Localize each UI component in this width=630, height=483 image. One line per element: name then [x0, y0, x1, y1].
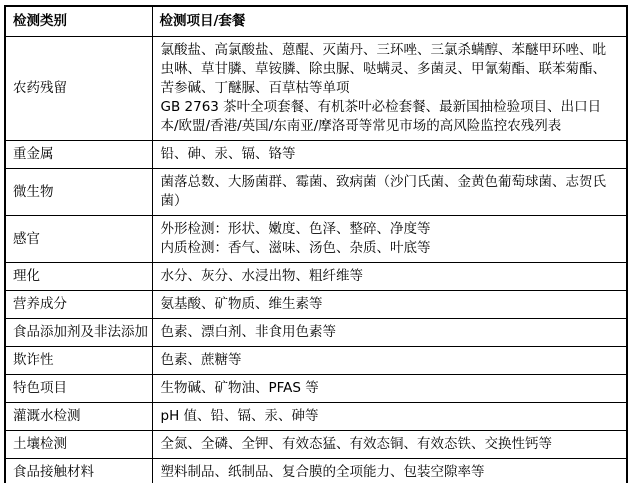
row-additives — [5, 319, 627, 347]
row-fraud — [5, 347, 627, 375]
category-cell: 灌溉水检测 — [5, 403, 152, 431]
items-paragraph: 内质检测：香气、滋味、汤色、杂质、叶底等 — [160, 240, 431, 256]
items-paragraph: 氨基酸、矿物质、维生素等 — [160, 296, 323, 312]
items-paragraph: 全氮、全磷、全钾、有效态猛、有效态铜、有效态铁、交换性钙等 — [160, 436, 552, 452]
items-cell — [152, 263, 627, 291]
row-special-items — [5, 375, 627, 403]
items-cell — [152, 141, 627, 169]
category-cell: 营养成分 — [5, 291, 152, 319]
items-cell — [152, 37, 627, 141]
items-cell — [152, 375, 627, 403]
row-food-contact-materials — [5, 459, 627, 483]
category-cell: 食品添加剂及非法添加 — [5, 319, 152, 347]
items-paragraph: GB 2763 茶叶全项套餐、有机茶叶必检套餐、最新国抽检验项目、出口日本/欧盟/香港/英国/东南亚/摩洛哥等常见市场的高风险监控农残列表 — [160, 99, 602, 134]
row-physicochemical — [5, 263, 627, 291]
category-cell: 理化 — [5, 263, 152, 291]
row-heavy-metals — [5, 141, 627, 169]
row-irrigation-water — [5, 403, 627, 431]
row-pesticide-residue — [5, 37, 627, 141]
items-cell — [152, 291, 627, 319]
items-cell — [152, 431, 627, 459]
category-cell: 欺诈性 — [5, 347, 152, 375]
items-paragraph: 水分、灰分、水浸出物、粗纤维等 — [160, 268, 363, 284]
items-paragraph: 外形检测：形状、嫩度、色泽、整碎、净度等 — [160, 221, 431, 237]
row-soil-testing — [5, 431, 627, 459]
category-cell: 重金属 — [5, 141, 152, 169]
items-cell — [152, 169, 627, 216]
items-paragraph: pH 值、铅、镉、汞、砷等 — [160, 408, 319, 424]
items-cell — [152, 347, 627, 375]
row-sensory — [5, 216, 627, 263]
category-cell: 农药残留 — [5, 37, 152, 141]
testing-items-table — [4, 5, 628, 483]
items-cell — [152, 403, 627, 431]
items-paragraph: 色素、蔗糖等 — [160, 352, 242, 368]
category-cell: 土壤检测 — [5, 431, 152, 459]
items-cell — [152, 319, 627, 347]
table-header-row — [5, 6, 627, 37]
row-microbiology — [5, 169, 627, 216]
items-paragraph: 氯酸盐、高氯酸盐、蒽醌、灭菌丹、三环唑、三氯杀螨醇、苯醚甲环唑、吡虫啉、草甘膦、草铵膦、除虫脲、哒螨灵、多菌灵、甲氰菊酯、联苯菊酯、苦参碱、丁醚脲、百草枯等单项 — [160, 42, 606, 96]
category-cell: 微生物 — [5, 169, 152, 216]
items-paragraph: 色素、漂白剂、非食用色素等 — [160, 324, 336, 340]
items-paragraph: 生物碱、矿物油、PFAS 等 — [160, 380, 319, 396]
items-cell — [152, 459, 627, 483]
category-cell: 特色项目 — [5, 375, 152, 403]
header-category: 检测类别 — [5, 6, 152, 37]
items-paragraph: 铅、砷、汞、镉、铬等 — [160, 146, 296, 162]
items-paragraph: 塑料制品、纸制品、复合膜的全项能力、包装空隙率等 — [160, 464, 485, 480]
items-paragraph: 菌落总数、大肠菌群、霉菌、致病菌（沙门氏菌、金黄色葡萄球菌、志贺氏菌） — [160, 174, 606, 209]
category-cell: 食品接触材料 — [5, 459, 152, 483]
row-nutrition — [5, 291, 627, 319]
items-cell — [152, 216, 627, 263]
category-cell: 感官 — [5, 216, 152, 263]
header-items: 检测项目/套餐 — [152, 6, 627, 37]
